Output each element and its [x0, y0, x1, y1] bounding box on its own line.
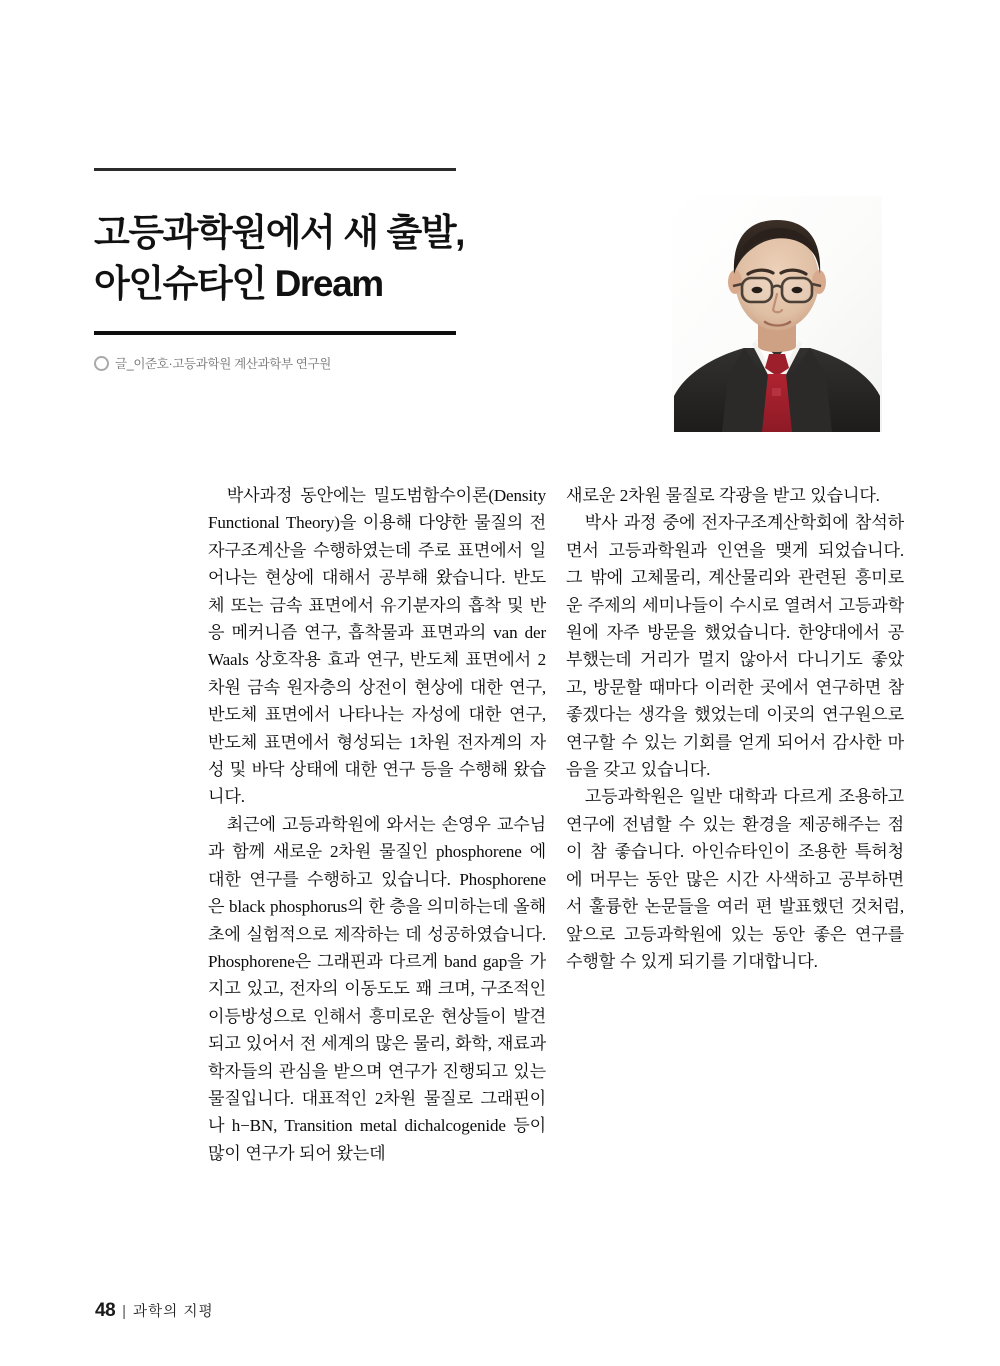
portrait-illustration: [672, 196, 882, 432]
page-footer: [95, 1300, 214, 1322]
header-rule-bottom: [94, 331, 456, 335]
ring-bullet-icon: [94, 356, 109, 371]
paragraph: 새로운 2차원 물질로 각광을 받고 있습니다.: [566, 486, 880, 505]
page-number: 48: [95, 1300, 116, 1321]
paragraph: 박사과정 동안에는 밀도범함수이론(Density Functional Theory)을 이용해 다양한 물질의 전자구조계산을 수행하였는데 주로 표면에서 일어나는 현상에 대해서 공부해 왔습니다. 반도체 또는 금속 표면에서 유기분자의 흡착 및 반응 메커니즘 연구, 흡착물과 표면과의 van der Waals 상호작용 효과 연구, 반도체 표면에서 2차원 금속 원자층의 상전이 현상에 대한 연구, 반도체 표면에서 나타나는 자성에 대한 연구, 반도체 표면에서 형성되는 1차원 전자계의 자성 및 바닥 상태에 대한 연구 등을 수행해 왔습니다.: [208, 486, 546, 807]
paragraph: 최근에 고등과학원에 와서는 손영우 교수님과 함께 새로운 2차원 물질인 phosphorene 에 대한 연구를 수행하고 있습니다. Phosphorene은 black phosphorus의 한 층을 의미하는데 올해 초에 실험적으로 제작하는 데 성공하였습니다. Phosphorene은 그래핀과 다르게 band gap을 가지고 있고, 전자의 이동도도 꽤 크며, 구조적인 이등방성으로 인해서 흥미로운 현상들이 발견되고 있어서 전 세계의 많은 물리, 화학, 재료과학자들의 관심을 받으며 연구가 진행되고 있는 물질입니다. 대표적인 2차원 물질로 그래핀이나 h−BN, Transition metal dichalcogenide 등이 많이 연구가 되어 왔는데: [208, 814, 546, 1163]
publication-name: 과학의 지평: [133, 1304, 214, 1320]
author-portrait-photo: [672, 196, 882, 432]
paragraph: 고등과학원은 일반 대학과 다르게 조용하고 연구에 전념할 수 있는 환경을 제공해주는 점이 참 좋습니다. 아인슈타인이 조용한 특허청에 머무는 동안 많은 시간 사색하고 공부하면서 훌륭한 논문들을 여러 편 발표했던 것처럼, 앞으로 고등과학원에 있는 동안 좋은 연구를 수행할 수 있게 되기를 기대합니다.: [566, 787, 904, 971]
page-title: [94, 171, 465, 331]
body-column-right: [566, 482, 904, 1167]
title-line-2: 아인슈타인 Dream: [94, 263, 383, 305]
body-column-left: [208, 482, 546, 1167]
article-header: [94, 168, 465, 372]
article-body: [208, 482, 905, 1167]
paragraph: 박사 과정 중에 전자구조계산학회에 참석하면서 고등과학원과 인연을 맺게 되었습니다. 그 밖에 고체물리, 계산물리와 관련된 흥미로운 주제의 세미나들이 수시로 열려서 고등과학원에 자주 방문을 했었습니다. 한양대에서 공부했는데 거리가 멀지 않아서 다니기도 좋았고, 방문할 때마다 이러한 곳에서 연구하면 참 좋겠다는 생각을 했었는데 이곳의 연구원으로 연구할 수 있는 기회를 얻게 되어서 감사한 마음을 갖고 있습니다.: [566, 513, 904, 780]
folio-separator: |: [122, 1303, 127, 1320]
title-line-1: 고등과학원에서 새 출발,: [94, 212, 465, 253]
byline-text: 글_이준호·고등과학원 계산과학부 연구원: [115, 357, 331, 372]
byline: [94, 354, 456, 372]
